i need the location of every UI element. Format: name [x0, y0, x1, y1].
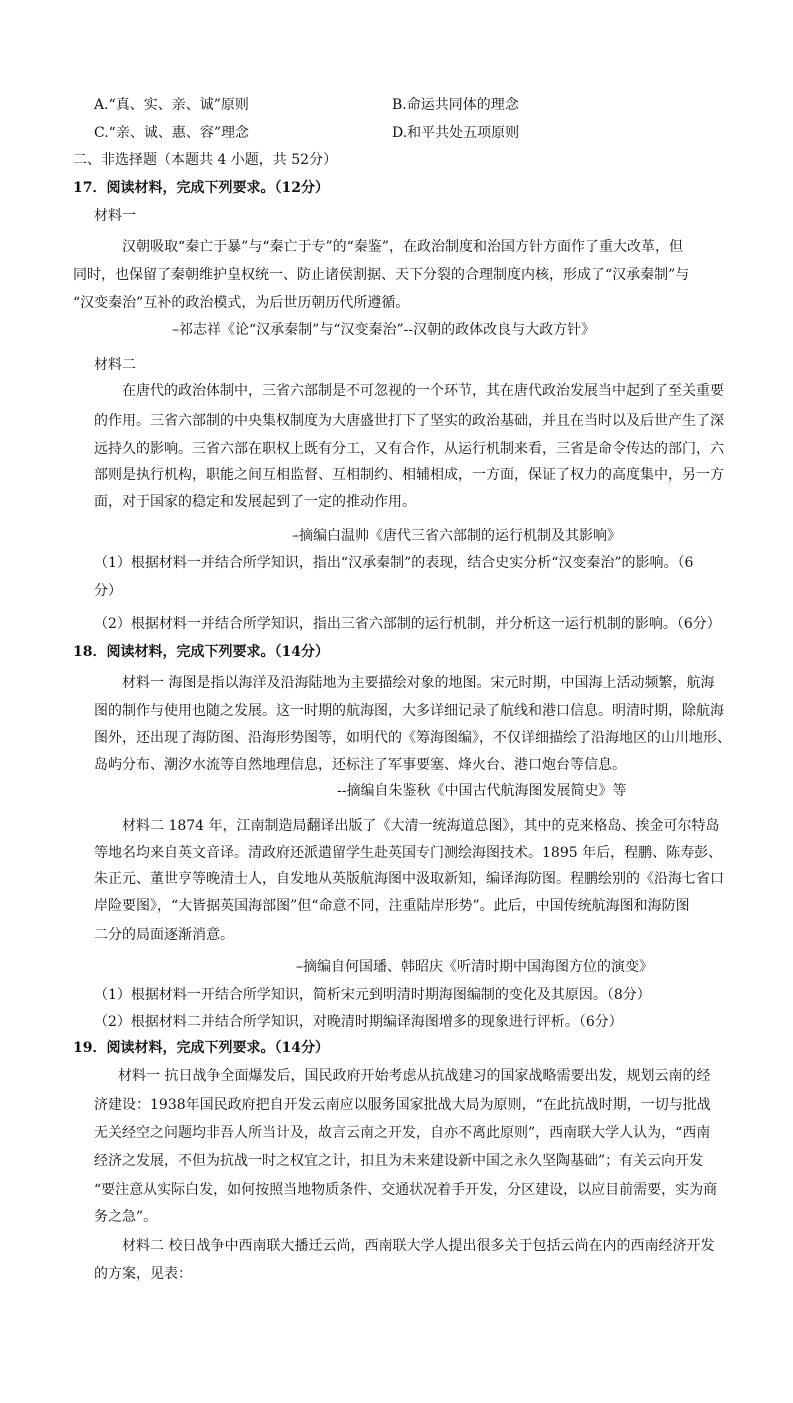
choice-d: D.和平共处五项原则	[392, 125, 520, 141]
q17-material-1-line: “汉变秦治”互补的政治模式，为后世历朝历代所遵循。	[73, 295, 410, 311]
choice-a: A.“真、实、亲、诚”原则	[94, 97, 249, 113]
q17-material-1-line: 同时，也保留了秦朝维护皇权统一、防止诸侯割据、天下分裂的合理制度内核，形成了“汉承秦制”与	[73, 267, 690, 283]
q17-subquestion-1: 分）	[94, 583, 122, 599]
q17-subquestion-1: （1）根据材料一并结合所学知识，指出“汉承秦制”的表现，结合史实分析“汉变秦治”的影响。（6	[94, 555, 694, 571]
q17-material-2-source: –摘编白温帅《唐代三省六部制的运行机制及其影响》	[292, 528, 621, 544]
choice-c: C.“亲、诚、惠、容”理念	[94, 125, 249, 141]
q17-subquestion-2: （2）根据材料一并结合所学知识，指出三省六部制的运行机制，并分析这一运行机制的影响。（6分）	[94, 616, 721, 632]
q17-material-1-line: 汉朝吸取“秦亡于暴”与“秦亡于专”的“秦鉴”，在政治制度和治国方针方面作了重大改革，但	[122, 239, 683, 255]
q18-material-2-line: 二分的局面逐渐消意。	[94, 927, 234, 943]
q19-material-1-line: 经济之发展，不但为抗战一时之权宜之计，扣且为未来建设新中国之永久坚陶基础”；有关云向开发	[94, 1153, 704, 1169]
q17-material-2-line: 远持久的影响。三省六部在职权上既有分工，又有合作，从运行机制来看，三省是命令传达的部门，六	[94, 441, 724, 457]
q18-material-2-line: 岸险要图》，“大皆据英国海部图”但“命意不同，注重陆岸形势”。此后，中国传统航海图和海防图	[94, 898, 690, 914]
q19-header: 19．阅读材料，完成下列要求。（14分）	[73, 1040, 329, 1056]
q17-material-2-line: 的作用。三省六部制的中央集权制度为大唐盛世打下了坚实的政治基础，并且在当时以及后世产生了深	[94, 413, 724, 429]
q17-material-2-line: 在唐代的政治体制中，三省六部制是不可忽视的一个环节，其在唐代政治发展当中起到了至关重要	[122, 383, 724, 399]
q18-material-1-line: 材料一 海图是指以海洋及沿海陆地为主要描绘对象的地图。宋元时期，中国海上活动频繁，航海	[122, 675, 715, 691]
q17-material-1-label: 材料一	[94, 208, 136, 224]
q18-material-2-line: 朱正元、董世亨等晚清士人，自发地从英版航海图中汲取新知，编译海防图。程鹏绘别的《沿海七省口	[94, 871, 724, 887]
q17-header: 17．阅读材料，完成下列要求。（12分）	[73, 180, 329, 196]
q18-material-1-source: --摘编自朱鉴秋《中国古代航海图发展简史》等	[337, 783, 627, 799]
q18-subquestion-1: （1）根据材料一开结合所学知识，简析宋元到明清时期海图编制的变化及其原因。（8分）	[94, 987, 651, 1003]
q18-material-2-line: 材料二 1874 年，江南制造局翻译出版了《大清一统海道总图》，其中的克来格岛、挨金可尔特岛	[122, 818, 720, 834]
q19-material-2-line: 材料二 校日战争中西南联大播迁云尚，西南联大学人提出很多关于包括云尚在内的西南经济开发	[122, 1238, 715, 1254]
q19-material-1-line: 无关经空之问题均非吾人所当计及，故言云南之开发，自亦不离此原则”，西南联大学人认为，“西南	[94, 1125, 711, 1141]
q19-material-1-line: 务之急”。	[94, 1209, 158, 1225]
q19-material-2-line: 的方案，见表：	[94, 1266, 192, 1282]
q19-material-1-line: 材料一 抗日战争全面爆发后，国民政府开始考虑从抗战建习的国家战略需要出发，规划云南的经	[118, 1068, 711, 1084]
q19-material-1-line: “要注意从实际白发，如何按照当地物质条件、交通状况着手开发，分区建设，以应目前需要，实为商	[94, 1182, 718, 1198]
q17-material-2-line: 部则是执行机构，职能之间互相监督、互相制约、相辅相成，一方面，保证了权力的高度集中，另一方	[94, 467, 724, 483]
q18-material-2-line: 等地名均来自英文音译。清政府还派遣留学生赴英国专门测绘海图技术。1895 年后，程鹏、陈寿彭、	[94, 845, 723, 861]
q17-material-2-label: 材料二	[94, 357, 136, 373]
q18-header: 18．阅读材料，完成下列要求。（14分）	[73, 644, 329, 660]
choice-b: B.命运共同体的理念	[392, 97, 519, 113]
q17-material-1-source: –祁志祥《论“汉承秦制”与“汉变秦治”--汉朝的政体改良与大政方针》	[172, 322, 596, 338]
q18-material-2-source: –摘编自何国璠、韩昭庆《听清时期中国海图方位的演变》	[296, 959, 653, 975]
q19-material-1-line: 济建设：1938年国民政府把自开发云南应以服务国家批战大局为原则，“在此抗战时期，一切与批战	[94, 1097, 711, 1113]
q18-material-1-line: 图的制作与使用也随之发展。这一时期的航海图，大多详细记录了航线和港口信息。明清时期，除航海	[94, 703, 724, 719]
section-heading: 二、非选择题（本题共 4 小题，共 52分）	[73, 152, 338, 168]
q18-material-1-line: 图外，还出现了海防图、沿海形势图等，如明代的《筹海图编》，不仅详细描绘了沿海地区的山川地形、	[94, 730, 731, 746]
q18-subquestion-2: （2）根据材料二并结合所学知识，对晚清时期编译海图增多的现象进行评析。（6分）	[94, 1014, 623, 1030]
q18-material-1-line: 岛屿分布、潮汐水流等自然地理信息，还标注了军事要塞、烽火台、港口炮台等信息。	[94, 757, 626, 773]
q17-material-2-line: 面，对于国家的稳定和发展起到了一定的推动作用。	[94, 494, 416, 510]
